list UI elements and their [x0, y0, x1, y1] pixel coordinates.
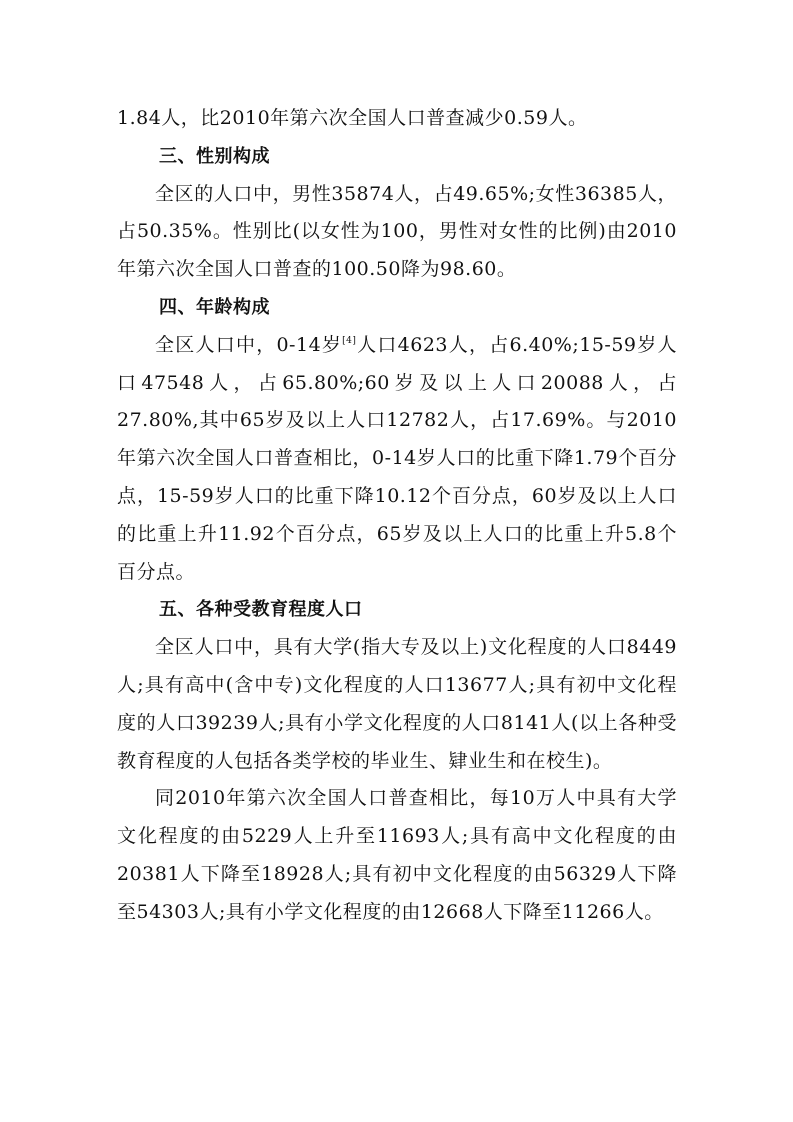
age-paragraph-start: 全区人口中，0-14岁 [155, 333, 343, 356]
education-comparison-paragraph: 同2010年第六次全国人口普查相比，每10万人中具有大学文化程度的由5229人上升至11693人;具有高中文化程度的由20381人下降至18928人;具有初中文化程度的由56329人下降至54303人;具有小学文化程度的由12668人下降至11266人。 [117, 787, 677, 923]
intro-paragraph: 1.84人，比2010年第六次全国人口普查减少0.59人。 [117, 107, 588, 129]
section-heading-education: 五、各种受教育程度人口 [159, 599, 363, 621]
age-paragraph-rest: 人口4623人，占6.40%;15-59岁人口47548人，占65.80%;60岁及以上人口20088人，占27.80%,其中65岁及以上人口12782人，占17.69%。与2010年第六次全国人口普查相比，0-14岁人口的比重下降1.79个百分点，15-59岁人口的比重下降10.12个百分点，60岁及以上人口的比重上升11.92个百分点，65岁及以上人口的比重上升5.8个百分点。 [117, 333, 678, 583]
document-body [117, 100, 677, 932]
section-heading-age: 四、年龄构成 [159, 296, 270, 318]
gender-paragraph: 全区的人口中，男性35874人，占49.65%;女性36385人，占50.35%。性别比(以女性为100，男性对女性的比例)由2010年第六次全国人口普查的100.50降为98.60。 [117, 182, 677, 281]
footnote-marker: [4] [342, 335, 357, 346]
education-paragraph: 全区人口中，具有大学(指大专及以上)文化程度的人口8449人;具有高中(含中专)文化程度的人口13677人;具有初中文化程度的人口39239人;具有小学文化程度的人口8141人(以上各种受教育程度的人包括各类学校的毕业生、肄业生和在校生)。 [117, 636, 677, 772]
section-heading-gender: 三、性别构成 [159, 145, 270, 167]
age-paragraph [117, 327, 677, 592]
